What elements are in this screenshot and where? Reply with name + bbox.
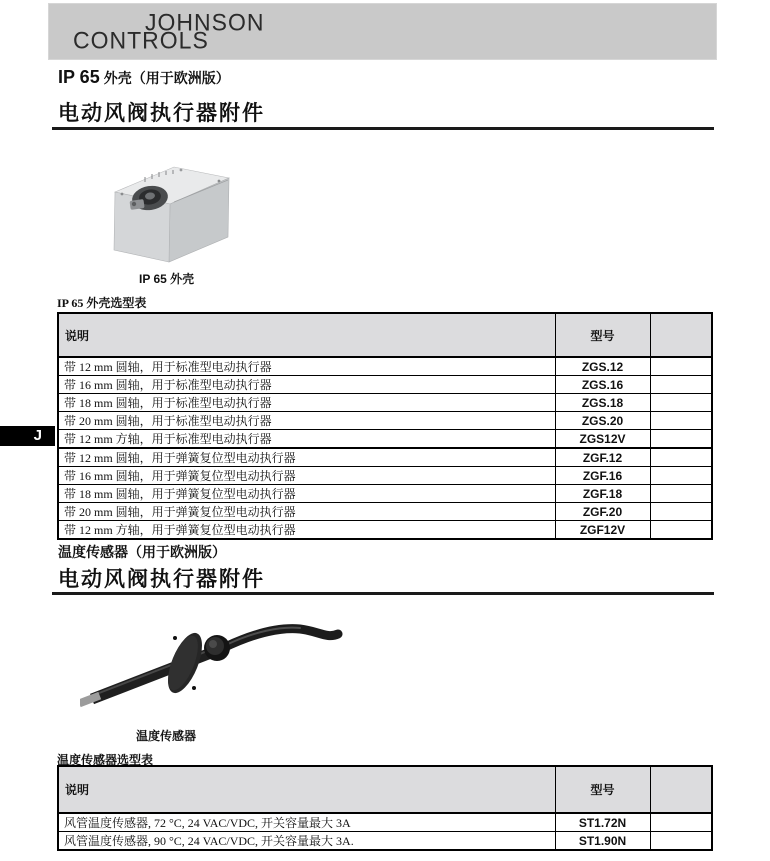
- column-header-description: 说明: [58, 766, 555, 813]
- table-row: [58, 832, 712, 851]
- section2-supertitle: [58, 542, 226, 562]
- column-header-extra: [650, 766, 712, 813]
- row-extra: [650, 412, 712, 430]
- sensor-selection-table: [57, 765, 713, 851]
- johnson-controls-logo: [48, 3, 717, 60]
- row-description: 带 18 mm 圆轴，用于弹簧复位型电动执行器: [58, 485, 555, 503]
- section2-rule: [52, 592, 714, 595]
- table-row: [58, 376, 712, 394]
- row-model: ZGF12V: [555, 521, 650, 540]
- table-row: [58, 503, 712, 521]
- row-description: 带 12 mm 圆轴，用于弹簧复位型电动执行器: [58, 448, 555, 467]
- table-row: [58, 467, 712, 485]
- damper-actuator-ip65-enclosure-photo: [97, 160, 235, 266]
- table-header-row: [58, 313, 712, 357]
- duct-temperature-sensor-photo: [80, 602, 345, 716]
- table-row: [58, 485, 712, 503]
- ip65-selection-table-wrap: [57, 312, 713, 540]
- row-extra: [650, 832, 712, 851]
- row-model: ZGF.12: [555, 448, 650, 467]
- row-description: 带 20 mm 圆轴，用于标准型电动执行器: [58, 412, 555, 430]
- section1-title: 电动风阀执行器附件: [58, 101, 265, 125]
- row-model: ZGF.18: [555, 485, 650, 503]
- section1-table-label: IP 65 外壳选型表: [57, 296, 147, 310]
- logo-text-johnson: JOHNSON: [145, 8, 265, 36]
- row-model: ZGS.20: [555, 412, 650, 430]
- table-row: [58, 412, 712, 430]
- row-model: ZGS.18: [555, 394, 650, 412]
- row-description: 带 12 mm 方轴，用于标准型电动执行器: [58, 430, 555, 449]
- row-model: ZGS12V: [555, 430, 650, 449]
- row-model: ZGF.16: [555, 467, 650, 485]
- section1-supertitle-cn: 外壳（用于欧洲版）: [103, 72, 230, 87]
- row-model: ST1.72N: [555, 813, 650, 832]
- column-header-description: 说明: [58, 313, 555, 357]
- table-row: [58, 813, 712, 832]
- section1-rule: [52, 127, 714, 130]
- row-model: ST1.90N: [555, 832, 650, 851]
- row-extra: [650, 813, 712, 832]
- row-model: ZGS.16: [555, 376, 650, 394]
- section1-supertitle-latin: IP 65: [58, 67, 100, 87]
- row-extra: [650, 448, 712, 467]
- table-row: [58, 521, 712, 540]
- row-extra: [650, 467, 712, 485]
- table-row: [58, 357, 712, 376]
- logo-text-controls: CONTROLS: [73, 26, 209, 54]
- row-description: 风管温度传感器, 90 °C, 24 VAC/VDC, 开关容量最大 3A.: [58, 832, 555, 851]
- row-description: 带 20 mm 圆轴，用于弹簧复位型电动执行器: [58, 503, 555, 521]
- section1-image-caption: IP 65 外壳: [139, 272, 195, 286]
- section2-supertitle-cn: 温度传感器（用于欧洲版）: [58, 546, 226, 561]
- table-row: [58, 448, 712, 467]
- row-description: 风管温度传感器, 72 °C, 24 VAC/VDC, 开关容量最大 3A: [58, 813, 555, 832]
- sensor-selection-table-wrap: [57, 765, 713, 851]
- column-header-model: 型号: [555, 766, 650, 813]
- table-header-row: [58, 766, 712, 813]
- row-extra: [650, 394, 712, 412]
- row-description: 带 12 mm 方轴，用于弹簧复位型电动执行器: [58, 521, 555, 540]
- table-row: [58, 394, 712, 412]
- row-extra: [650, 430, 712, 449]
- row-description: 带 16 mm 圆轴，用于弹簧复位型电动执行器: [58, 467, 555, 485]
- row-model: ZGF.20: [555, 503, 650, 521]
- section2-image-caption: 温度传感器: [136, 729, 197, 743]
- row-description: 带 18 mm 圆轴，用于标准型电动执行器: [58, 394, 555, 412]
- row-description: 带 12 mm 圆轴，用于标准型电动执行器: [58, 357, 555, 376]
- section2-table-label: 温度传感器选型表: [57, 753, 154, 767]
- section2-title: 电动风阀执行器附件: [58, 567, 265, 591]
- section1-supertitle: [58, 67, 230, 87]
- row-model: ZGS.12: [555, 357, 650, 376]
- page-index-tab-j: J: [0, 426, 55, 446]
- row-extra: [650, 485, 712, 503]
- column-header-extra: [650, 313, 712, 357]
- row-extra: [650, 503, 712, 521]
- table-row: [58, 430, 712, 449]
- row-description: 带 16 mm 圆轴，用于标准型电动执行器: [58, 376, 555, 394]
- row-extra: [650, 357, 712, 376]
- ip65-selection-table: [57, 312, 713, 540]
- row-extra: [650, 521, 712, 540]
- column-header-model: 型号: [555, 313, 650, 357]
- row-extra: [650, 376, 712, 394]
